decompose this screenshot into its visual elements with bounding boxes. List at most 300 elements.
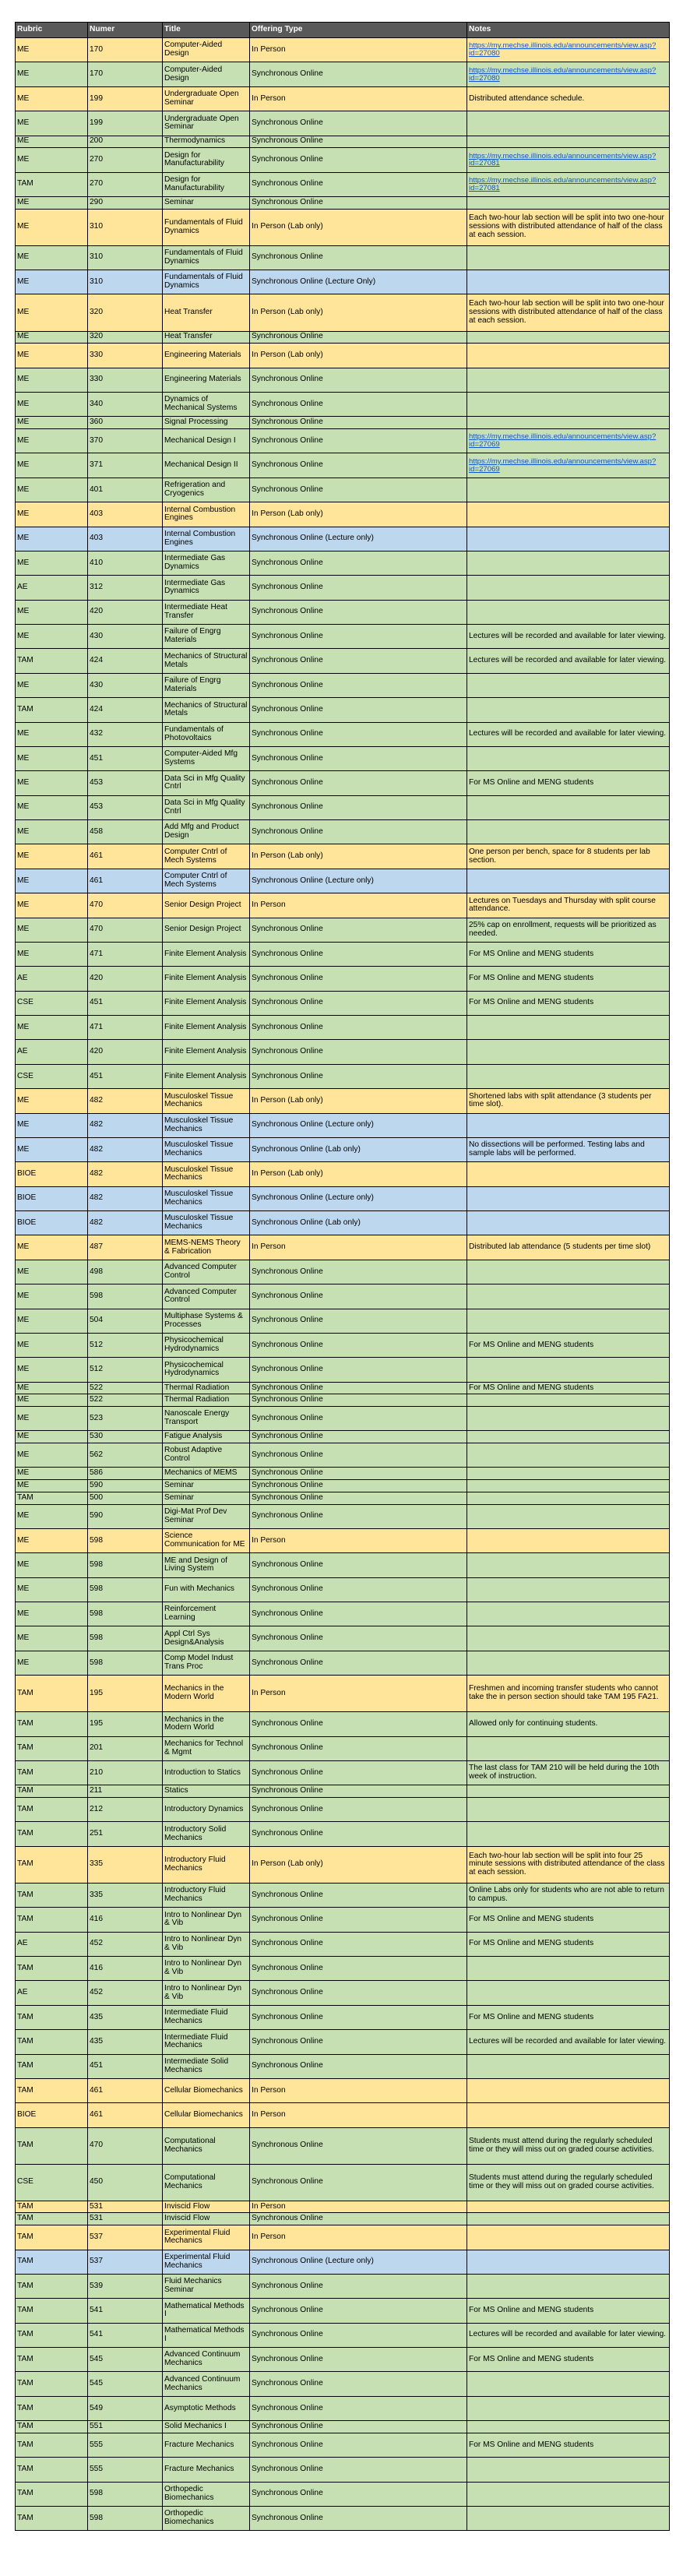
cell-notes — [467, 477, 670, 502]
cell-rubric: ME — [16, 1553, 88, 1577]
table-row — [16, 1676, 670, 1712]
cell-number: 430 — [88, 625, 163, 649]
cell-notes — [467, 2078, 670, 2102]
cell-rubric: ME — [16, 1651, 88, 1675]
table-row — [16, 1957, 670, 1981]
cell-offering-type: In Person — [250, 86, 467, 111]
cell-rubric: ME — [16, 1407, 88, 1431]
cell-rubric: AE — [16, 576, 88, 600]
cell-offering-type: Synchronous Online (Lecture only) — [250, 869, 467, 893]
cell-title: Fracture Mechanics — [163, 2433, 250, 2457]
cell-notes[interactable]: https://my.mechse.illinois.edu/announcements/view.asp?id=27081 — [467, 172, 670, 196]
cell-number: 420 — [88, 1040, 163, 1064]
header-notes: Notes — [467, 23, 670, 38]
cell-number: 522 — [88, 1382, 163, 1394]
cell-offering-type: Synchronous Online — [250, 1736, 467, 1760]
cell-offering-type: In Person — [250, 1528, 467, 1552]
cell-notes — [467, 1284, 670, 1309]
cell-notes — [467, 673, 670, 697]
cell-notes — [467, 1528, 670, 1552]
cell-notes: For MS Online and MENG students — [467, 771, 670, 795]
cell-number: 170 — [88, 62, 163, 86]
cell-title: Intermediate Fluid Mechanics — [163, 2005, 250, 2029]
cell-offering-type: Synchronous Online — [250, 1626, 467, 1651]
cell-title: Thermal Radiation — [163, 1394, 250, 1407]
cell-number: 598 — [88, 2482, 163, 2506]
cell-notes — [467, 1260, 670, 1284]
cell-number: 340 — [88, 392, 163, 416]
cell-offering-type: Synchronous Online — [250, 196, 467, 209]
cell-rubric: ME — [16, 844, 88, 869]
cell-title: Seminar — [163, 1480, 250, 1492]
table-row — [16, 502, 670, 527]
cell-offering-type: Synchronous Online — [250, 2164, 467, 2201]
cell-rubric: ME — [16, 86, 88, 111]
table-row — [16, 2299, 670, 2323]
cell-offering-type: Synchronous Online — [250, 600, 467, 624]
cell-offering-type: Synchronous Online — [250, 2482, 467, 2506]
table-row — [16, 1333, 670, 1357]
cell-title: Thermodynamics — [163, 136, 250, 148]
table-row — [16, 2458, 670, 2482]
cell-offering-type: Synchronous Online — [250, 429, 467, 453]
cell-title: Mechanical Design II — [163, 453, 250, 477]
cell-notes: For MS Online and MENG students — [467, 1333, 670, 1357]
table-row — [16, 2054, 670, 2078]
cell-number: 330 — [88, 344, 163, 368]
cell-number: 310 — [88, 245, 163, 270]
table-row — [16, 1712, 670, 1736]
cell-title: Computer-Aided Mfg Systems — [163, 746, 250, 770]
header-number: Numer — [88, 23, 163, 38]
cell-notes[interactable]: https://my.mechse.illinois.edu/announcements/view.asp?id=27080 — [467, 62, 670, 86]
table-row — [16, 111, 670, 136]
cell-rubric: ME — [16, 551, 88, 575]
cell-notes — [467, 1431, 670, 1443]
cell-notes: The last class for TAM 210 will be held during the 10th week of instruction. — [467, 1760, 670, 1785]
cell-notes — [467, 1211, 670, 1235]
cell-title: Mechanics in the Modern World — [163, 1676, 250, 1712]
cell-offering-type: Synchronous Online — [250, 1822, 467, 1846]
table-row — [16, 918, 670, 942]
cell-notes — [467, 392, 670, 416]
cell-notes — [467, 551, 670, 575]
table-row — [16, 148, 670, 172]
cell-offering-type: Synchronous Online — [250, 1260, 467, 1284]
cell-offering-type: Synchronous Online — [250, 2299, 467, 2323]
cell-notes — [467, 2213, 670, 2225]
cell-offering-type: In Person — [250, 1235, 467, 1260]
cell-offering-type: Synchronous Online — [250, 1712, 467, 1736]
cell-number: 458 — [88, 820, 163, 844]
cell-rubric: TAM — [16, 2433, 88, 2457]
cell-notes — [467, 136, 670, 148]
cell-notes — [467, 1162, 670, 1186]
cell-title: Reinforcement Learning — [163, 1602, 250, 1626]
cell-offering-type: Synchronous Online — [250, 942, 467, 966]
cell-offering-type: Synchronous Online — [250, 136, 467, 148]
cell-title: Seminar — [163, 196, 250, 209]
cell-rubric: TAM — [16, 1908, 88, 1932]
cell-rubric: ME — [16, 1333, 88, 1357]
cell-number: 598 — [88, 1577, 163, 1602]
cell-rubric: ME — [16, 1284, 88, 1309]
cell-title: Failure of Engrg Materials — [163, 673, 250, 697]
table-row — [16, 2078, 670, 2102]
cell-title: Digi-Mat Prof Dev Seminar — [163, 1504, 250, 1528]
table-row — [16, 2421, 670, 2433]
cell-offering-type: Synchronous Online — [250, 967, 467, 991]
table-row — [16, 2250, 670, 2274]
cell-notes: Lectures will be recorded and available for later viewing. — [467, 722, 670, 746]
cell-rubric: ME — [16, 38, 88, 62]
cell-notes — [467, 1981, 670, 2005]
cell-offering-type: Synchronous Online — [250, 771, 467, 795]
cell-title: Data Sci in Mfg Quality Cntrl — [163, 795, 250, 819]
cell-offering-type: Synchronous Online — [250, 2372, 467, 2396]
cell-notes: Distributed attendance schedule. — [467, 86, 670, 111]
cell-rubric: ME — [16, 1626, 88, 1651]
table-row — [16, 2213, 670, 2225]
cell-title: Musculoskel Tissue Mechanics — [163, 1162, 250, 1186]
cell-number: 430 — [88, 673, 163, 697]
cell-rubric: ME — [16, 62, 88, 86]
cell-notes — [467, 196, 670, 209]
cell-title: Fluid Mechanics Seminar — [163, 2274, 250, 2298]
cell-rubric: ME — [16, 111, 88, 136]
cell-rubric: ME — [16, 893, 88, 918]
cell-notes: 25% cap on enrollment, requests will be prioritized as needed. — [467, 918, 670, 942]
table-row — [16, 1113, 670, 1137]
cell-offering-type: Synchronous Online — [250, 1602, 467, 1626]
cell-notes: Lectures will be recorded and available for later viewing. — [467, 649, 670, 673]
table-row — [16, 62, 670, 86]
cell-notes — [467, 1492, 670, 1504]
cell-offering-type: Synchronous Online — [250, 1064, 467, 1088]
cell-notes — [467, 1358, 670, 1382]
table-row — [16, 844, 670, 869]
cell-notes: Students must attend during the regularly scheduled time or they will miss out on graded course activities. — [467, 2164, 670, 2201]
header-offering-type: Offering Type — [250, 23, 467, 38]
cell-title: Undergraduate Open Seminar — [163, 86, 250, 111]
table-row — [16, 625, 670, 649]
cell-title: Refrigeration and Cryogenics — [163, 477, 250, 502]
cell-title: Failure of Engrg Materials — [163, 625, 250, 649]
cell-number: 435 — [88, 2005, 163, 2029]
cell-title: Internal Combustion Engines — [163, 502, 250, 527]
cell-rubric: ME — [16, 502, 88, 527]
cell-notes — [467, 1309, 670, 1333]
cell-title: Fatigue Analysis — [163, 1431, 250, 1443]
cell-notes: No dissections will be performed. Testing labs and sample labs will be performed. — [467, 1137, 670, 1161]
cell-number: 498 — [88, 1260, 163, 1284]
cell-offering-type: Synchronous Online — [250, 2030, 467, 2054]
cell-rubric: BIOE — [16, 2103, 88, 2127]
cell-notes — [467, 795, 670, 819]
table-row — [16, 1309, 670, 1333]
cell-notes: Each two-hour lab section will be split into four 25 minute sessions with distributed attendance of the class at each session. — [467, 1846, 670, 1883]
cell-offering-type: Synchronous Online — [250, 2127, 467, 2164]
cell-offering-type: Synchronous Online — [250, 1504, 467, 1528]
cell-title: Statics — [163, 1785, 250, 1798]
table-row — [16, 893, 670, 918]
cell-notes: For MS Online and MENG students — [467, 991, 670, 1015]
table-row — [16, 1394, 670, 1407]
cell-title: Introductory Fluid Mechanics — [163, 1846, 250, 1883]
cell-title: Intermediate Gas Dynamics — [163, 576, 250, 600]
cell-number: 555 — [88, 2433, 163, 2457]
cell-title: Advanced Computer Control — [163, 1260, 250, 1284]
cell-offering-type: Synchronous Online — [250, 1443, 467, 1468]
cell-number: 461 — [88, 844, 163, 869]
cell-title: Experimental Fluid Mechanics — [163, 2250, 250, 2274]
cell-title: Fun with Mechanics — [163, 1577, 250, 1602]
cell-notes — [467, 1602, 670, 1626]
cell-offering-type: In Person — [250, 893, 467, 918]
cell-offering-type: In Person (Lab only) — [250, 1846, 467, 1883]
table-row — [16, 429, 670, 453]
cell-offering-type: Synchronous Online (Lecture Only) — [250, 270, 467, 294]
cell-title: Mechanical Design I — [163, 429, 250, 453]
cell-number: 432 — [88, 722, 163, 746]
cell-notes: Each two-hour lab section will be split into two one-hour sessions with distributed attendance of half of the class at each session. — [467, 209, 670, 245]
cell-title: Musculoskel Tissue Mechanics — [163, 1211, 250, 1235]
cell-offering-type: Synchronous Online — [250, 1309, 467, 1333]
cell-offering-type: Synchronous Online — [250, 2396, 467, 2420]
cell-offering-type: Synchronous Online — [250, 698, 467, 722]
table-row — [16, 991, 670, 1015]
cell-title: Intermediate Heat Transfer — [163, 600, 250, 624]
cell-rubric: ME — [16, 673, 88, 697]
cell-title: Heat Transfer — [163, 294, 250, 331]
cell-offering-type: Synchronous Online — [250, 1908, 467, 1932]
cell-notes — [467, 1553, 670, 1577]
cell-rubric: ME — [16, 392, 88, 416]
cell-notes: Students must attend during the regularly scheduled time or they will miss out on graded course activities. — [467, 2127, 670, 2164]
cell-title: Musculoskel Tissue Mechanics — [163, 1137, 250, 1161]
cell-notes — [467, 2458, 670, 2482]
cell-title: Fundamentals of Fluid Dynamics — [163, 245, 250, 270]
cell-rubric: TAM — [16, 2506, 88, 2530]
cell-title: Computational Mechanics — [163, 2127, 250, 2164]
cell-notes — [467, 698, 670, 722]
table-row — [16, 1284, 670, 1309]
table-row — [16, 1528, 670, 1552]
cell-number: 537 — [88, 2225, 163, 2250]
cell-number: 210 — [88, 1760, 163, 1785]
cell-offering-type: Synchronous Online — [250, 331, 467, 344]
table-row — [16, 2201, 670, 2213]
cell-notes — [467, 1468, 670, 1480]
cell-number: 435 — [88, 2030, 163, 2054]
cell-notes[interactable]: https://my.mechse.illinois.edu/announcements/view.asp?id=27080 — [467, 38, 670, 62]
cell-title: Signal Processing — [163, 417, 250, 429]
cell-number: 320 — [88, 294, 163, 331]
cell-rubric: TAM — [16, 2421, 88, 2433]
cell-rubric: ME — [16, 1113, 88, 1137]
cell-notes — [467, 1394, 670, 1407]
cell-offering-type: Synchronous Online — [250, 1932, 467, 1956]
table-row — [16, 1822, 670, 1846]
cell-rubric: TAM — [16, 2299, 88, 2323]
cell-notes — [467, 1577, 670, 1602]
cell-title: Fracture Mechanics — [163, 2458, 250, 2482]
cell-rubric: ME — [16, 196, 88, 209]
cell-rubric: ME — [16, 746, 88, 770]
cell-notes — [467, 2054, 670, 2078]
cell-title: Engineering Materials — [163, 344, 250, 368]
cell-number: 487 — [88, 1235, 163, 1260]
cell-rubric: TAM — [16, 1957, 88, 1981]
cell-offering-type: Synchronous Online — [250, 245, 467, 270]
cell-offering-type: Synchronous Online — [250, 1480, 467, 1492]
cell-rubric: TAM — [16, 1760, 88, 1785]
cell-rubric: ME — [16, 417, 88, 429]
table-row — [16, 1504, 670, 1528]
cell-number: 482 — [88, 1137, 163, 1161]
table-row — [16, 1651, 670, 1675]
cell-rubric: BIOE — [16, 1162, 88, 1186]
table-row — [16, 698, 670, 722]
table-row — [16, 344, 670, 368]
cell-title: Finite Element Analysis — [163, 991, 250, 1015]
cell-rubric: AE — [16, 967, 88, 991]
cell-number: 504 — [88, 1309, 163, 1333]
cell-offering-type: In Person (Lab only) — [250, 502, 467, 527]
cell-notes[interactable]: https://my.mechse.illinois.edu/announcements/view.asp?id=27081 — [467, 148, 670, 172]
cell-offering-type: In Person — [250, 38, 467, 62]
cell-number: 461 — [88, 2078, 163, 2102]
cell-rubric: ME — [16, 477, 88, 502]
cell-rubric: ME — [16, 1504, 88, 1528]
cell-number: 545 — [88, 2372, 163, 2396]
cell-offering-type: Synchronous Online — [250, 1468, 467, 1480]
cell-offering-type: Synchronous Online (Lecture only) — [250, 527, 467, 551]
cell-title: Physicochemical Hydrodynamics — [163, 1333, 250, 1357]
table-row — [16, 1382, 670, 1394]
cell-title: Mechanics of Structural Metals — [163, 698, 250, 722]
cell-rubric: TAM — [16, 1822, 88, 1846]
cell-offering-type: Synchronous Online — [250, 2421, 467, 2433]
cell-title: Introductory Fluid Mechanics — [163, 1883, 250, 1907]
cell-offering-type: Synchronous Online — [250, 918, 467, 942]
cell-notes: Allowed only for continuing students. — [467, 1712, 670, 1736]
cell-number: 545 — [88, 2348, 163, 2372]
cell-offering-type: Synchronous Online (Lecture only) — [250, 2250, 467, 2274]
cell-title: Introductory Solid Mechanics — [163, 1822, 250, 1846]
cell-rubric: TAM — [16, 2127, 88, 2164]
cell-offering-type: Synchronous Online — [250, 111, 467, 136]
cell-rubric: TAM — [16, 2274, 88, 2298]
cell-offering-type: In Person — [250, 2103, 467, 2127]
table-row — [16, 209, 670, 245]
cell-offering-type: In Person (Lab only) — [250, 209, 467, 245]
cell-number: 598 — [88, 1602, 163, 1626]
cell-rubric: ME — [16, 1528, 88, 1552]
cell-notes — [467, 576, 670, 600]
cell-notes — [467, 1798, 670, 1822]
cell-number: 562 — [88, 1443, 163, 1468]
cell-rubric: ME — [16, 429, 88, 453]
cell-rubric: BIOE — [16, 1186, 88, 1210]
cell-number: 410 — [88, 551, 163, 575]
cell-rubric: ME — [16, 1016, 88, 1040]
cell-rubric: TAM — [16, 649, 88, 673]
cell-notes — [467, 2201, 670, 2213]
cell-number: 330 — [88, 368, 163, 392]
cell-number: 452 — [88, 1981, 163, 2005]
cell-number: 482 — [88, 1089, 163, 1113]
cell-notes — [467, 1064, 670, 1088]
cell-rubric: AE — [16, 1981, 88, 2005]
cell-number: 598 — [88, 1284, 163, 1309]
cell-title: Mathematical Methods I — [163, 2299, 250, 2323]
table-row — [16, 1736, 670, 1760]
cell-number: 370 — [88, 429, 163, 453]
cell-offering-type: Synchronous Online — [250, 1785, 467, 1798]
cell-title: Fundamentals of Photovoltaics — [163, 722, 250, 746]
cell-notes — [467, 270, 670, 294]
cell-title: Add Mfg and Product Design — [163, 820, 250, 844]
cell-notes[interactable]: https://my.mechse.illinois.edu/announcements/view.asp?id=27069 — [467, 429, 670, 453]
table-row — [16, 942, 670, 966]
cell-number: 401 — [88, 477, 163, 502]
cell-offering-type: Synchronous Online — [250, 1016, 467, 1040]
cell-number: 590 — [88, 1480, 163, 1492]
cell-number: 470 — [88, 918, 163, 942]
cell-offering-type: Synchronous Online — [250, 62, 467, 86]
cell-offering-type: Synchronous Online — [250, 625, 467, 649]
cell-rubric: ME — [16, 1577, 88, 1602]
cell-notes — [467, 502, 670, 527]
cell-number: 522 — [88, 1394, 163, 1407]
cell-offering-type: Synchronous Online — [250, 172, 467, 196]
cell-notes: Each two-hour lab section will be split into two one-hour sessions with distributed attendance of half of the class at each session. — [467, 294, 670, 331]
cell-rubric: ME — [16, 294, 88, 331]
cell-offering-type: Synchronous Online — [250, 148, 467, 172]
cell-title: Inviscid Flow — [163, 2213, 250, 2225]
cell-offering-type: In Person — [250, 1676, 467, 1712]
table-row — [16, 2274, 670, 2298]
cell-title: Nanoscale Energy Transport — [163, 1407, 250, 1431]
cell-notes[interactable]: https://my.mechse.illinois.edu/announcements/view.asp?id=27069 — [467, 453, 670, 477]
cell-number: 416 — [88, 1957, 163, 1981]
cell-number: 541 — [88, 2323, 163, 2347]
cell-rubric: ME — [16, 722, 88, 746]
table-row — [16, 967, 670, 991]
table-row — [16, 722, 670, 746]
cell-offering-type: Synchronous Online — [250, 2274, 467, 2298]
cell-number: 290 — [88, 196, 163, 209]
table-row — [16, 1016, 670, 1040]
cell-number: 598 — [88, 1626, 163, 1651]
cell-title: Intermediate Fluid Mechanics — [163, 2030, 250, 2054]
cell-offering-type: In Person — [250, 2078, 467, 2102]
cell-number: 371 — [88, 453, 163, 477]
table-row — [16, 1626, 670, 1651]
cell-title: Engineering Materials — [163, 368, 250, 392]
cell-notes — [467, 2396, 670, 2420]
table-row — [16, 1932, 670, 1956]
table-row — [16, 1137, 670, 1161]
table-row — [16, 1064, 670, 1088]
cell-number: 461 — [88, 869, 163, 893]
cell-offering-type: Synchronous Online — [250, 820, 467, 844]
cell-rubric: ME — [16, 1468, 88, 1480]
cell-rubric: TAM — [16, 2348, 88, 2372]
table-row — [16, 1480, 670, 1492]
cell-rubric: ME — [16, 1358, 88, 1382]
